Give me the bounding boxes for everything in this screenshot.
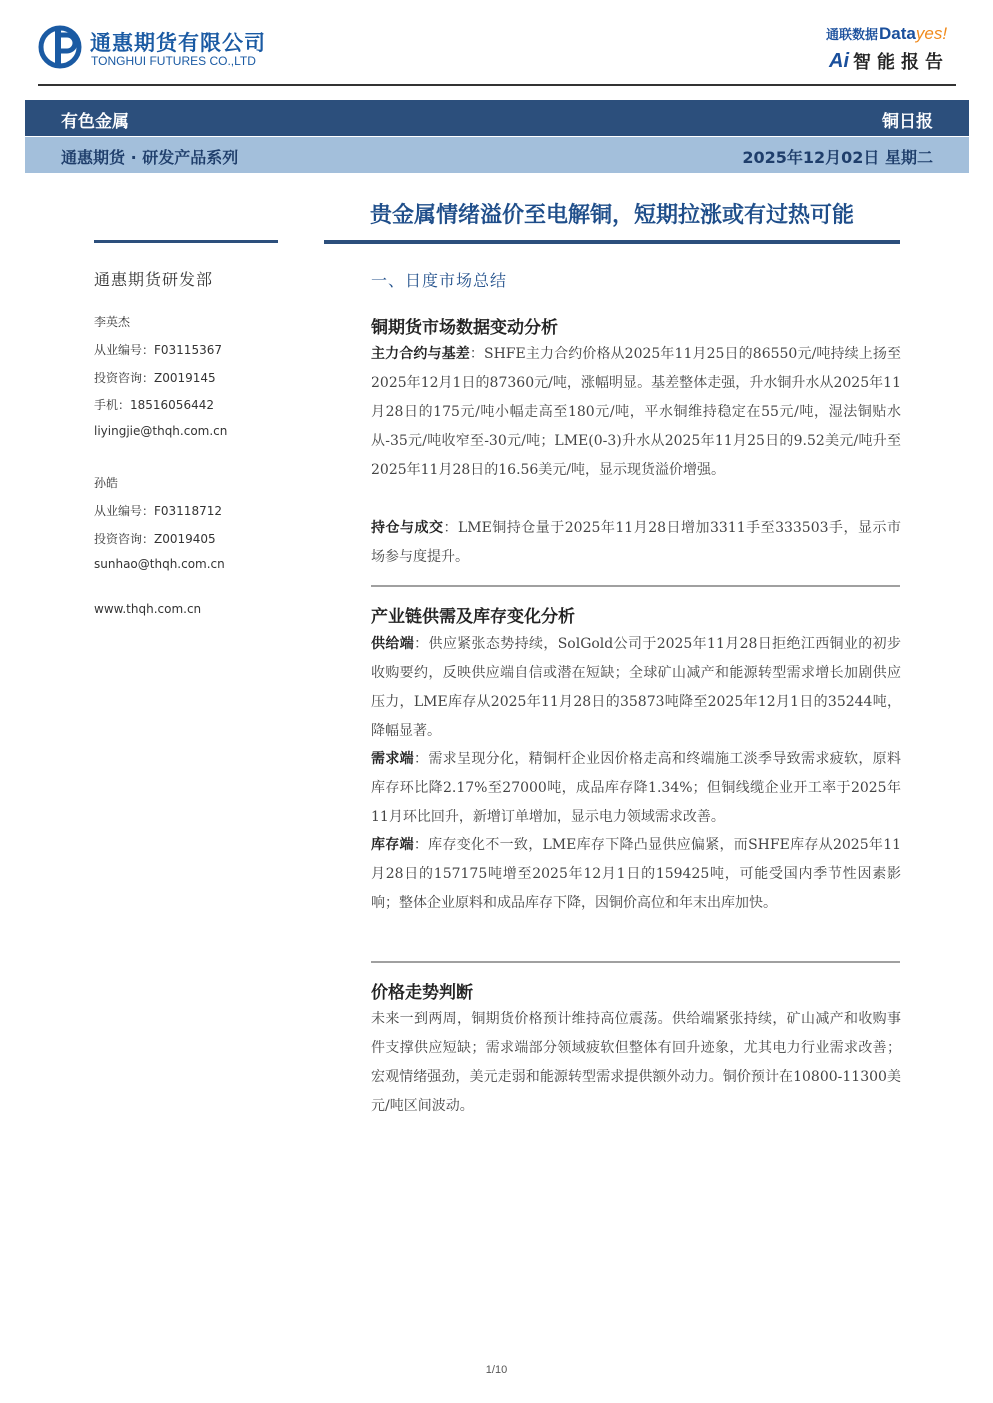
company-name-en: TONGHUI FUTURES CO.,LTD (91, 54, 256, 68)
analyst-consult-id: 投资咨询：Z0019145 (94, 371, 216, 385)
category-label: 有色金属 (61, 112, 129, 132)
analyst-name: 李英杰 (94, 315, 131, 329)
paragraph-label: 库存端 (371, 837, 414, 853)
paragraph-label: 主力合约与基差 (371, 346, 470, 362)
section-heading: 一、日度市场总结 (371, 271, 508, 290)
paragraph-label: 供给端 (371, 636, 415, 652)
paragraph-text: ：LME铜持仓量于2025年11月28日增加3311手至333503手，显示市场参与度提升。 (371, 520, 901, 565)
paragraph-label: 需求端 (371, 751, 414, 767)
datayes-yes: yes! (915, 24, 948, 43)
section-divider (371, 585, 900, 587)
analyst-email[interactable]: liyingjie@thqh.com.cn (94, 424, 228, 438)
datayes-logo (826, 24, 947, 44)
paragraph (371, 340, 901, 485)
website-link[interactable]: www.thqh.com.cn (94, 602, 202, 616)
department-name: 通惠期货研发部 (94, 270, 214, 289)
subsection-title: 价格走势判断 (371, 983, 473, 1003)
paragraph (371, 514, 901, 572)
paragraph-text: ：供应紧张态势持续，SolGold公司于2025年11月28日拒绝江西铜业的初步收购要约，反映供应端自信或潜在短缺；全球矿山减产和能源转型需求增长加剧供应压力，LME库存从2025年11月28日的35873吨降至2025年12月1日的35244吨，降幅显著。 (371, 636, 902, 739)
paragraph-text: ：库存变化不一致，LME库存下降凸显供应偏紧，而SHFE库存从2025年11月28日的157175吨增至2025年12月1日的159425吨，可能受国内季节性因素影响；整体企业原料和成品库存下降，因铜价高位和年末出库加快。 (371, 837, 902, 911)
section-divider (371, 961, 900, 963)
company-name-cn: 通惠期货有限公司 (90, 31, 266, 55)
title-divider (324, 240, 900, 244)
datayes-data: Data (879, 24, 916, 43)
paragraph-text: ：SHFE主力合约价格从2025年11月25日的86550元/吨持续上扬至2025年12月1日的87360元/吨，涨幅明显。基差整体走强，升水铜升水从2025年11月28日的175元/吨小幅走高至180元/吨，平水铜维持稳定在55元/吨，湿法铜贴水从-35元/吨收窄至-30元/吨；LME(0-3)升水从2025年11月25日的9.52美元/吨升至2025年11月28日的16.56美元/吨，显示现货溢价增强。 (371, 346, 902, 478)
subsection-title: 铜期货市场数据变动分析 (371, 318, 558, 338)
analyst-license: 从业编号：F03115367 (94, 343, 222, 357)
page-number: 1/10 (485, 1364, 508, 1376)
analyst-email[interactable]: sunhao@thqh.com.cn (94, 557, 225, 571)
analyst-phone: 手机：18516056442 (94, 398, 214, 412)
paragraph-text: ：需求呈现分化，精铜杆企业因价格走高和终端施工淡季导致需求疲软，原料库存环比降2.17%至27000吨，成品库存降1.34%；但铜线缆企业开工率于2025年11月环比回升，新增订单增加，显示电力领域需求改善。 (371, 751, 901, 825)
sidebar-divider (94, 240, 278, 243)
paragraph-label: 持仓与成交 (371, 520, 444, 536)
analyst-consult-id: 投资咨询：Z0019405 (94, 532, 216, 546)
series-label: 通惠期货 · 研发产品系列 (61, 148, 239, 167)
category-band (25, 100, 969, 136)
ai-report-label: 智能报告 (853, 52, 949, 73)
report-title: 贵金属情绪溢价至电解铜，短期拉涨或有过热可能 (369, 203, 854, 228)
report-date: 2025年12月02日 星期二 (742, 148, 933, 167)
header-divider (38, 84, 956, 86)
subsection-title: 产业链供需及库存变化分析 (371, 607, 575, 627)
paragraph (371, 831, 901, 918)
ai-report-logo (829, 48, 949, 74)
ai-icon: Ai (829, 49, 849, 72)
paragraph: 未来一到两周，铜期货价格预计维持高位震荡。供给端紧张持续，矿山减产和收购事件支撑供应短缺；需求端部分领域疲软但整体有回升迹象，尤其电力行业需求改善；宏观情绪强劲，美元走弱和能源转型需求提供额外动力。铜价预计在10800-11300美元/吨区间波动。 (371, 1011, 901, 1114)
report-type-label: 铜日报 (882, 112, 933, 132)
paragraph (371, 745, 901, 832)
analyst-name: 孙皓 (94, 476, 119, 490)
company-logo-icon (38, 23, 82, 71)
analyst-license: 从业编号：F03118712 (94, 504, 222, 518)
paragraph (371, 630, 901, 746)
datayes-cn: 通联数据 (826, 27, 879, 42)
series-band (25, 137, 969, 173)
